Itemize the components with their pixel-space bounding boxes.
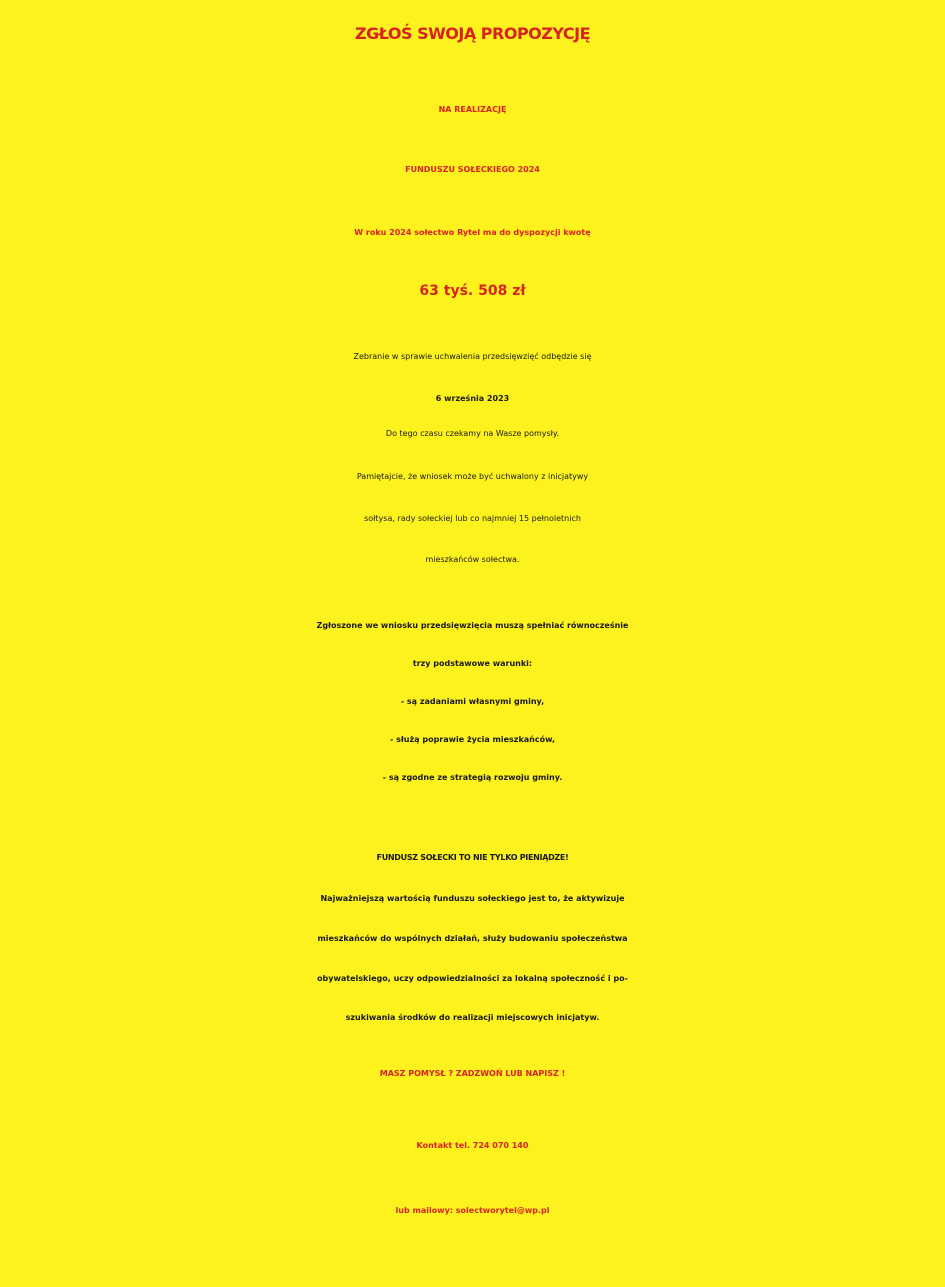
fund-text: Najważniejszą wartością funduszu sołeckiego jest to, że aktywizuje [320, 894, 625, 903]
meeting-text: Zebranie w sprawie uchwalenia przedsięwzięć odbędzie się [353, 352, 592, 361]
contact-email: lub mailowy: solectworytel@wp.pl [395, 1206, 550, 1215]
fund-text: szukiwania środków do realizacji miejscowych inicjatyw. [345, 1013, 600, 1022]
fund-text: mieszkańców do wspólnych działań, służy budowaniu społeczeństwa [317, 934, 628, 943]
meeting-text: sołtysa, rady sołeckiej lub co najmniej 15 pełnoletnich [364, 514, 581, 523]
contact-phone: Kontakt tel. 724 070 140 [416, 1141, 529, 1150]
meeting-text: Pamiętajcie, że wniosek może być uchwalony z inicjatywy [356, 472, 589, 481]
conditions-intro: Zgłoszone we wniosku przedsięwzięcia muszą spełniać równocześnie [316, 621, 629, 630]
condition-item: - są zadaniami własnymi gminy, [400, 697, 545, 706]
headline-main: ZGŁOŚ SWOJĄ PROPOZYCJĘ [354, 24, 591, 43]
fund-text: obywatelskiego, uczy odpowiedzialności za lokalną społeczność i po- [317, 974, 628, 983]
condition-item: - służą poprawie życia mieszkańców, [389, 735, 556, 744]
meeting-date: 6 września 2023 [435, 394, 510, 403]
budget-subheading: W roku 2024 sołectwo Rytel ma do dyspozycji kwotę [354, 228, 591, 237]
conditions-intro: trzy podstawowe warunki: [412, 659, 533, 668]
meeting-text: mieszkańców sołectwa. [425, 555, 520, 564]
fund-heading: FUNDUSZ SOŁECKI TO NIE TYLKO PIENIĄDZE! [376, 853, 569, 862]
headline-secondary: NA REALIZACJĘ [438, 105, 507, 114]
headline-fund-year: FUNDUSZU SOŁECKIEGO 2024 [405, 165, 540, 174]
budget-amount: 63 tyś. 508 zł [419, 283, 526, 299]
condition-item: - są zgodne ze strategią rozwoju gminy. [382, 773, 563, 782]
meeting-text: Do tego czasu czekamy na Wasze pomysły. [385, 429, 560, 438]
call-to-action: MASZ POMYSŁ ? ZADZWOŃ LUB NAPISZ ! [379, 1069, 566, 1078]
